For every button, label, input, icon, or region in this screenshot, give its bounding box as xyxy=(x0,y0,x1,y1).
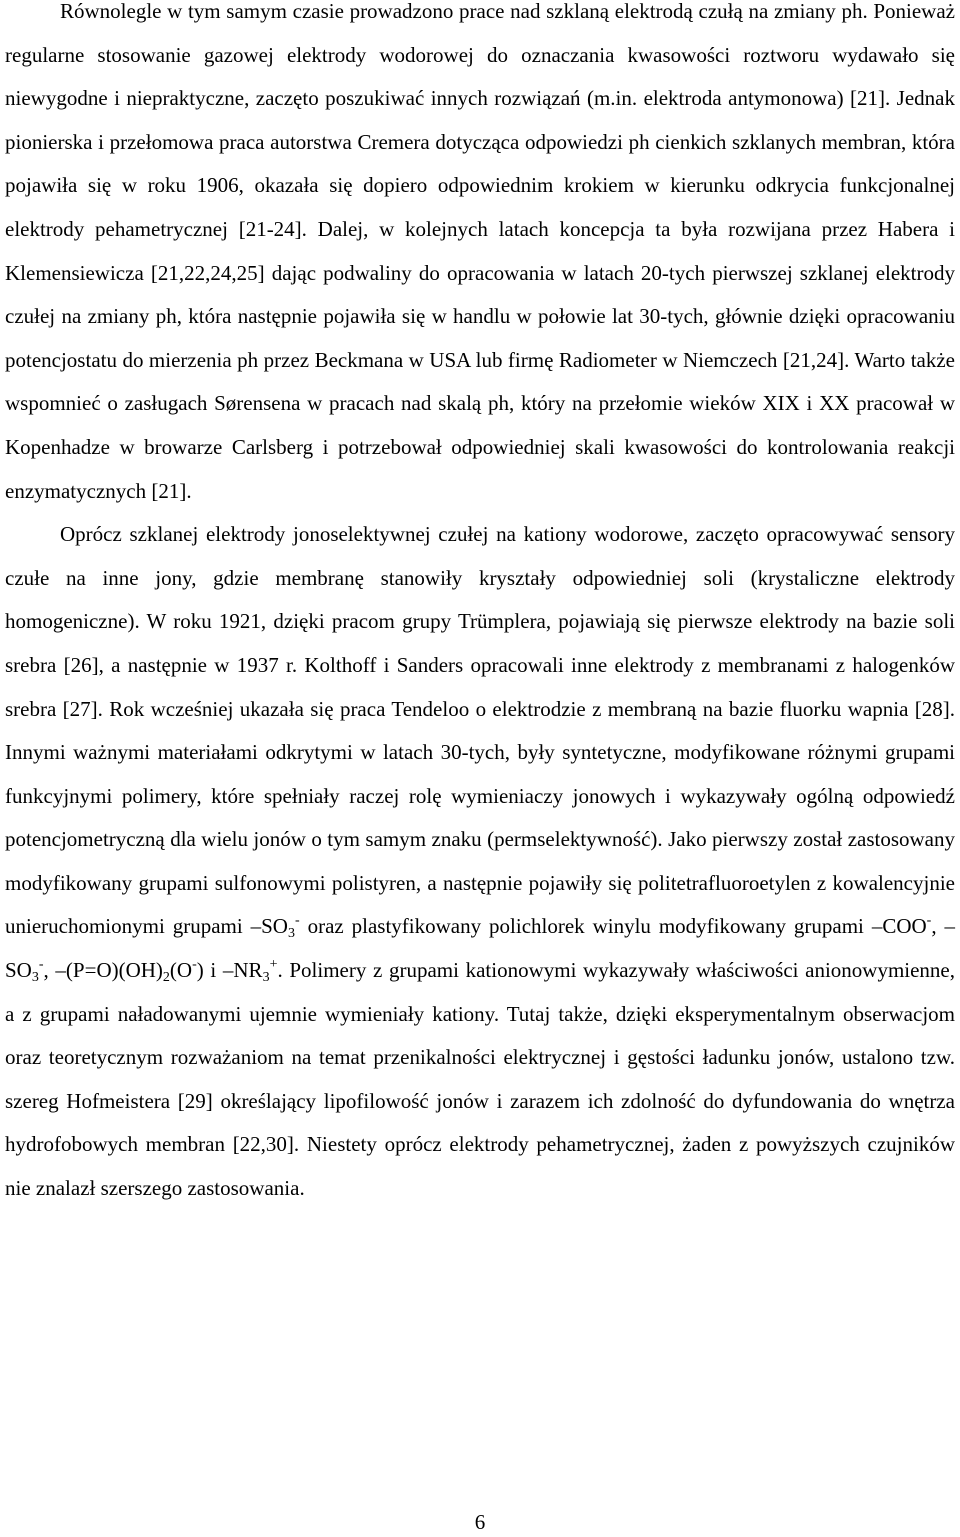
superscript: - xyxy=(38,957,44,973)
paragraph-glass-electrode-history xyxy=(5,0,955,513)
text-run: , –SO xyxy=(5,914,955,983)
text-run: oraz plastyfikowany polichlorek winylu modyfikowany grupami –COO xyxy=(299,914,927,939)
subscript: 3 xyxy=(287,926,295,942)
subscript: 3 xyxy=(262,970,270,986)
text-run: . Polimery z grupami kationowymi wykazywały właściwości anionowymienne, a z grupami naładowanymi ujemnie wymieniały kationy. Tutaj także, dzięki eksperymentalnym obserwacjom oraz teoretycznym rozważaniom na temat przenikalności elektrycznej i gęstości ładunku jonów, ustalono tzw. szereg Hofmeistera [29] określający lipofilowość jonów i zarazem ich zdolność do dyfundowania do wnętrza hydrofobowych membran [22,30]. Niestety oprócz elektrody pehametrycznej, żaden z powyższych czujników nie znalazł szerszego zastosowania. xyxy=(5,958,956,1201)
superscript: - xyxy=(192,957,197,973)
text-run: Równolegle w tym samym czasie prowadzono prace nad szklaną elektrodą czułą na zmiany ph. Ponieważ regularne stosowanie gazowej elektrody wodorowej do oznaczania kwasowości roztworu wydawało się niewygodne i niepraktyczne, zaczęto poszukiwać innych rozwiązań (m.in. elektroda antymonowa) [21]. Jednak pionierska i przełomowa praca autorstwa Cremera dotycząca odpowiedzi ph cienkich szklanych membran, która pojawiła się w roku 1906, okazała się dopiero odpowiednim krokiem w kierunku odkrycia funkcjonalnej elektrody pehametrycznej [21-24]. Dalej, w kolejnych latach koncepcja ta była rozwijana przez Habera i Klemensiewicza [21,22,24,25] dając podwaliny do opracowania w latach 20-tych pierwszej szklanej elektrody czułej na zmiany ph, która następnie pojawiła się w handlu w połowie lat 30-tych, głównie dzięki opracowaniu potencjostatu do mierzenia ph przez Beckmana w USA lub firmę Radiometer w Niemczech [21,24]. Warto także wspomnieć o zasługach Sørensena w pracach nad skalą ph, który na przełomie wieków XIX i XX pracował w Kopenhadze w browarze Carlsberg i potrzebował odpowiedniej skali kwasowości do kontrolowania reakcji enzymatycznych [21]. xyxy=(5,0,955,503)
superscript: - xyxy=(926,913,932,929)
text-run: ) i –NR xyxy=(196,958,263,983)
text-run: Oprócz szklanej elektrody jonoselektywnej czułej na kationy wodorowe, zaczęto opracowywać sensory czułe na inne jony, gdzie membranę stanowiły kryształy odpowiedniej soli (krystaliczne elektrody homogeniczne). W roku 1921, dzięki pracom grupy Trümplera, pojawiają się pierwsze elektrody na bazie soli srebra [26], a następnie w 1937 r. Kolthoff i Sanders opracowali inne elektrody z membranami z halogenków srebra [27]. Rok wcześniej ukazała się praca Tendeloo o elektrodzie z membraną na bazie fluorku wapnia [28]. Innymi ważnymi materiałami odkrytymi w latach 30-tych, były syntetyczne, modyfikowane różnymi grupami funkcyjnymi polimery, które spełniały raczej rolę wymieniaczy jonowych i wykazywały ogólną odpowiedź potencjometryczną dla wielu jonów o tym samym znaku (permselektywność). Jako pierwszy został zastosowany modyfikowany grupami sulfonowymi polistyren, a następnie pojawiły się politetrafluoroetylen z kowalencyjnie unieruchomionymi grupami –SO xyxy=(5,522,955,939)
text-run: (O xyxy=(169,958,193,983)
subscript: 2 xyxy=(162,970,170,986)
superscript: + xyxy=(269,957,278,973)
superscript: - xyxy=(294,913,300,929)
document-page xyxy=(5,0,955,1211)
paragraph-ion-selective-sensors xyxy=(5,513,955,1211)
page-number: 6 xyxy=(474,1510,486,1534)
text-run: , –(P=O)(OH) xyxy=(43,958,163,983)
subscript: 3 xyxy=(31,970,39,986)
